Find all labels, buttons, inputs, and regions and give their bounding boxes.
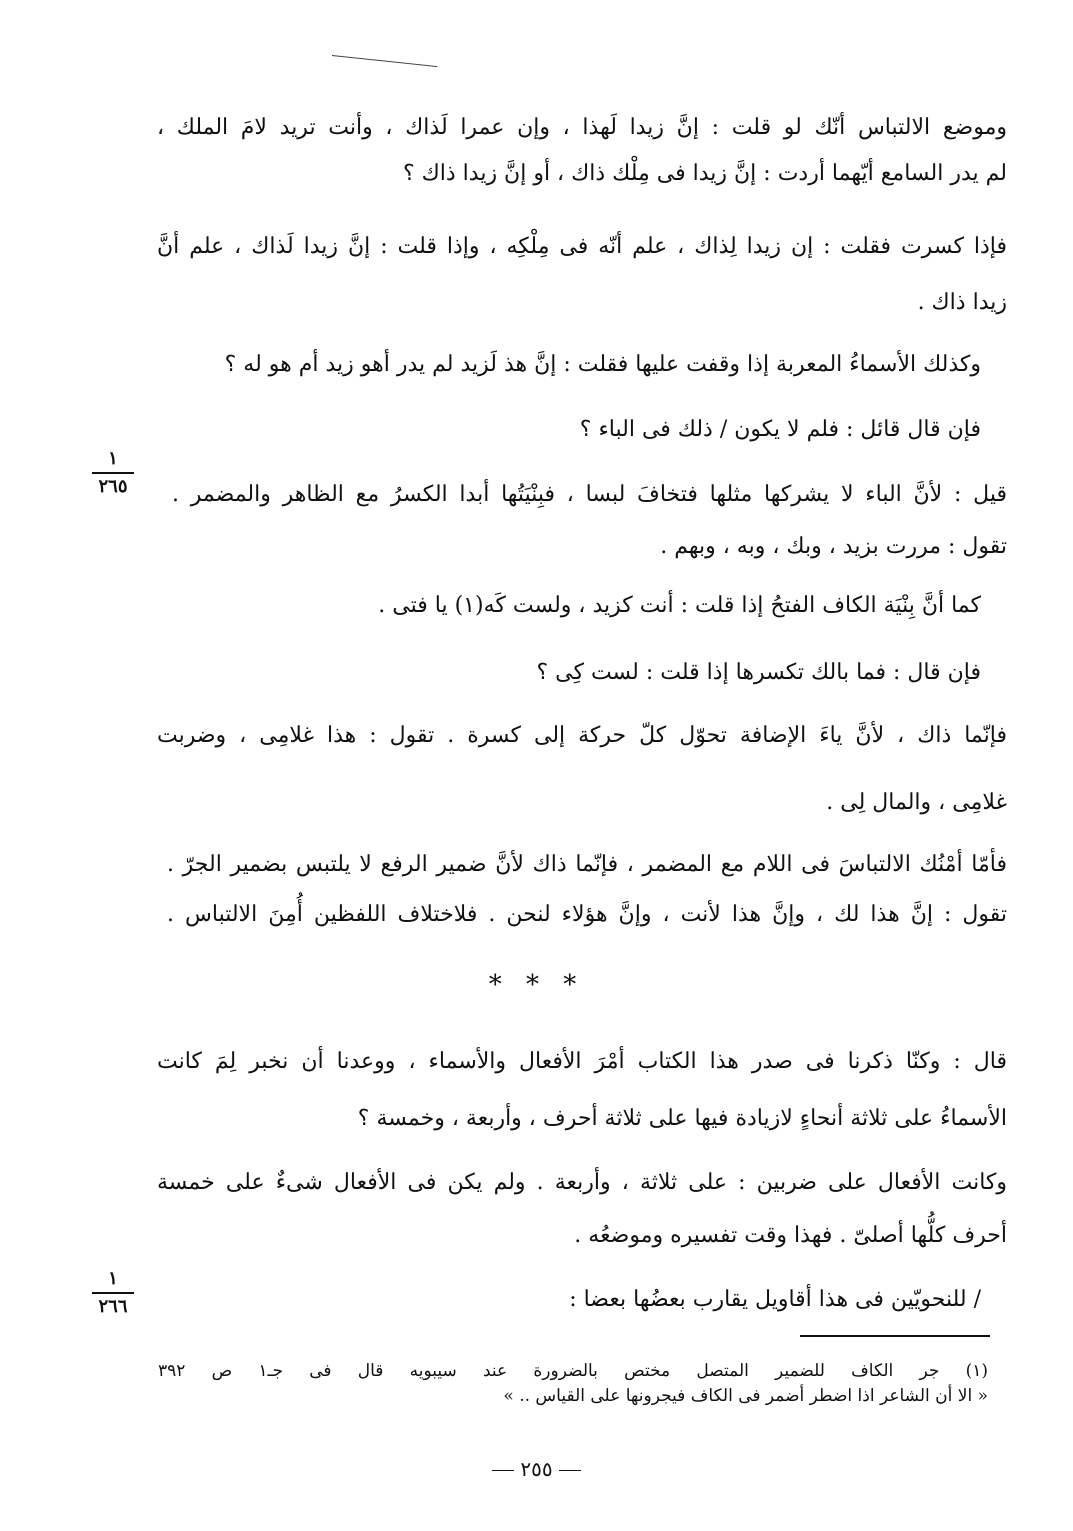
margin-ref-top: ١ [108, 448, 118, 469]
margin-ref-bar [92, 472, 134, 474]
body-line-7: قيل : لأنَّ الباء لا يشركها مثلها فتخافَ لبسا ، فبِنْيَتُها أبدا الكسرُ مع الظاهر والمضمر . [172, 482, 1007, 507]
body-line-18: أحرف كلُّها أصلىّ . فهذا وقت تفسيره وموضعُه . [574, 1223, 1007, 1248]
margin-ref-bottom: ٢٦٦ [98, 1296, 128, 1317]
body-line-16: الأسماءُ على ثلاثة أنحاءٍ لازيادة فيها على ثلاثة أحرف ، وأربعة ، وخمسة ؟ [357, 1106, 1007, 1131]
body-line-1: وموضع الالتباس أنّك لو قلت : إنَّ زيدا لَهذا ، وإن عمرا لَذاك ، وأنت تريد لامَ الملك ، [157, 115, 1007, 140]
margin-ref-bottom: ٢٦٥ [98, 476, 128, 497]
body-line-6: فإن قال قائل : فلم لا يكون / ذلك فى الباء ؟ [579, 417, 981, 442]
footnote-line-1: (١) جر الكاف للضمير المتصل مختص بالضرورة عند سيبويه قال فى جـ١ ص ٣٩٢ [158, 1361, 988, 1381]
body-line-3: فإذا كسرت فقلت : إن زيدا لِذاك ، علم أنّه فى مِلْكِه ، وإذا قلت : إنَّ زيدا لَذاك ، علم أنَّ [157, 234, 1007, 259]
body-line-8: تقول : مررت بزيد ، وبك ، وبه ، وبهم . [660, 534, 1007, 559]
body-line-13: فأمّا أمْنُك الالتباسَ فى اللام مع المضمر ، فإنّما ذاك لأنَّ ضمير الرفع لا يلتبس بضمير الجرّ . [167, 852, 1007, 877]
body-line-11: فإنّما ذاك ، لأنَّ ياءَ الإضافة تحوّل كلّ حركة إلى كسرة . تقول : هذا غلامِى ، وضربت [157, 723, 1007, 748]
margin-reference-266 [88, 1268, 138, 1318]
body-line-19: / للنحويّين فى هذا أقاويل يقارب بعضُها بعضا : [569, 1287, 981, 1312]
body-line-4: زيدا ذاك . [917, 290, 1007, 315]
body-line-9: كما أنَّ بِنْيَة الكاف الفتحُ إذا قلت : أنت كزيد ، ولست كَه(١) يا فتى . [378, 593, 981, 618]
page-number-value: ٢٥٥ [520, 1457, 553, 1481]
scan-mark-line [332, 55, 438, 67]
footnote-line-2: « الا أن الشاعر اذا اضطر أضمر فى الكاف فيجرونها على القياس .. » [503, 1386, 988, 1406]
body-line-10: فإن قال : فما بالك تكسرها إذا قلت : لست كِى ؟ [536, 660, 981, 685]
body-line-17: وكانت الأفعال على ضربين : على ثلاثة ، وأربعة . ولم يكن فى الأفعال شىءٌ على خمسة [157, 1170, 1007, 1195]
body-line-5: وكذلك الأسماءُ المعربة إذا وقفت عليها فقلت : إنَّ هذ لَزيد لم يدر أهو زيد أم هو له ؟ [224, 352, 981, 377]
body-line-12: غلامِى ، والمال لِى . [826, 790, 1007, 815]
body-line-2: لم يدر السامع أيّهما أردت : إنَّ زيدا فى مِلْك ذاك ، أو إنَّ زيدا ذاك ؟ [402, 161, 1007, 186]
footnote-rule [800, 1335, 990, 1337]
body-line-15: قال : وكنّا ذكرنا فى صدر هذا الكتاب أمْرَ الأفعال والأسماء ، ووعدنا أن نخبر لِمَ كانت [157, 1049, 1007, 1074]
margin-reference-265 [88, 448, 138, 498]
page-number [0, 1457, 1073, 1481]
margin-ref-bar [92, 1292, 134, 1294]
page-number-dash [492, 1470, 514, 1471]
section-separator: * * * [488, 970, 585, 1000]
margin-ref-top: ١ [108, 1268, 118, 1289]
page-number-dash [559, 1470, 581, 1471]
body-line-14: تقول : إنَّ هذا لك ، وإنَّ هذا لأنت ، وإنَّ هؤلاء لنحن . فلاختلاف اللفظين أُمِنَ الالتباس . [167, 902, 1007, 927]
